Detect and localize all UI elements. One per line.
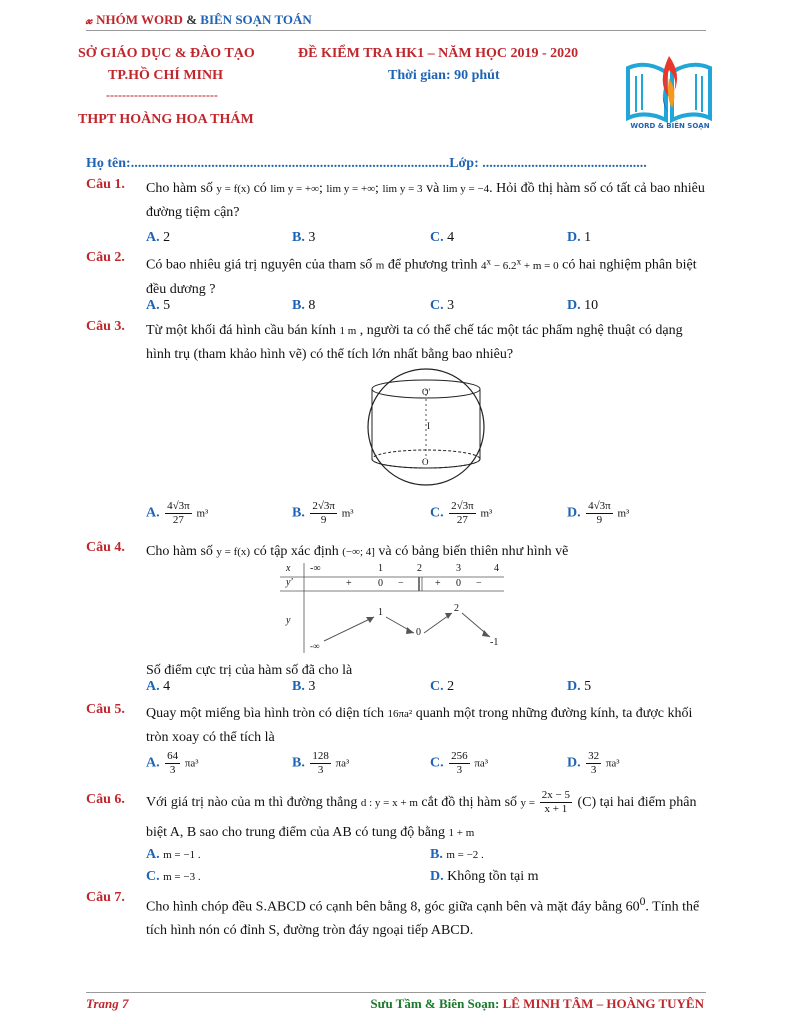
option-a[interactable] [146,847,201,863]
option-key: A. [146,755,164,771]
student-info-line: Họ tên:...........................................................................................Lớp: ............................................... [86,156,647,171]
option-key: D. [567,505,585,521]
question-after-text: Số điểm cực trị của hàm số đã cho là [146,663,353,678]
option-c[interactable] [430,679,454,695]
option-value: 3 [308,230,316,245]
y-val: 2 [454,603,459,614]
option-d[interactable] [567,750,620,777]
option-value: 4 [163,679,171,694]
option-key: D. [567,755,585,771]
credit-label: Sưu Tầm & Biên Soạn: [370,996,500,1011]
option-fraction: $\frac{2√3\pi}{27}$ [451,500,474,526]
question-label: Câu 5. [86,702,125,717]
exam-title: ĐỀ KIỂM TRA HK1 – NĂM HỌC 2019 - 2020 [298,46,579,61]
option-key: B. [292,755,309,771]
question-label: Câu 4. [86,540,125,555]
option-key: C. [430,298,448,313]
x-val: 3 [456,563,461,574]
sign: 0 [456,578,461,589]
option-key: C. [146,869,164,884]
question-label: Câu 7. [86,890,125,905]
y-val: 0 [416,627,421,638]
variation-table [280,563,510,653]
question-4-tail [86,659,706,699]
question-text: Từ một khối đá hình cầu bán kính 1 m , người ta có thể chế tác một tác phẩm nghệ thuật có dạng hình trụ (tham khảo hình vẽ) có thể tích lớn nhất bằng bao nhiêu? [146,323,683,362]
option-unit: πa³ [182,757,199,770]
option-value: m = −1 . [163,849,201,861]
brand-icon: 𝔁 [86,12,93,27]
option-key: C. [430,230,448,245]
credit-names: LÊ MINH TÂM – HOÀNG TUYÊN [502,996,704,1011]
x-val: 2 [417,563,422,574]
option-key: B. [430,847,447,862]
option-unit: m³ [338,507,354,520]
option-key: D. [567,230,585,245]
x-val: 1 [378,563,383,574]
y-val: 1 [378,607,383,618]
option-key: D. [567,679,585,694]
question-label: Câu 6. [86,792,125,807]
dept-dash: ---------------------------- [106,88,218,102]
brand-part2: BIÊN SOẠN TOÁN [200,12,312,27]
option-b[interactable] [292,298,315,314]
option-d[interactable] [567,679,591,695]
option-key: C. [430,679,448,694]
option-fraction: $\frac{256}{3}$ [451,750,468,776]
option-unit: πa³ [603,757,620,770]
option-value: 10 [584,298,599,313]
option-key: D. [567,298,585,313]
option-c[interactable] [430,750,488,777]
footer-credit [370,996,704,1012]
y-val: -∞ [310,641,320,651]
option-a[interactable] [146,298,170,314]
option-value: 3 [447,298,455,313]
sign: + [435,578,441,589]
options-row [146,230,706,250]
option-unit: m³ [477,507,493,520]
sign: − [398,578,404,589]
option-b[interactable] [292,679,315,695]
options-row [146,750,706,784]
option-value: 2 [163,230,171,245]
option-fraction: $\frac{64}{3}$ [167,750,179,776]
option-unit: πa³ [471,757,489,770]
table-yp-label: y' [286,577,293,588]
option-key: A. [146,847,164,862]
question-6 [86,788,706,888]
logo-text: WORD & BIÊN SOẠN [630,122,710,130]
option-b[interactable] [292,500,354,527]
option-key: A. [146,505,164,521]
question-text: Quay một miếng bìa hình tròn có diện tích 16πa² quanh một trong những đường kính, ta được khối tròn xoay có thể tích là [146,706,693,745]
question-label: Câu 1. [86,177,125,192]
label-o-prime: O' [422,387,431,397]
logo [622,48,716,138]
question-text: Cho hàm số y = f(x) có lim y = +∞; lim y = +∞; lim y = 3 và lim y = −4. Hỏi đồ thị hàm số có tất cả bao nhiêu đường tiệm cận? [146,181,705,220]
options-row [146,500,706,536]
page-number: Trang 7 [86,996,129,1011]
top-divider [86,30,706,31]
brand-amp: & [186,12,198,27]
label-o: O [422,457,429,467]
question-5 [86,702,706,782]
options-row [146,298,706,318]
option-b[interactable] [292,230,315,246]
option-d[interactable] [567,230,591,246]
option-unit: πa³ [332,757,350,770]
label-i: I [427,421,430,431]
dept-line1: SỞ GIÁO DỤC & ĐÀO TẠO [78,46,255,61]
option-fraction: $\frac{32}{3}$ [588,750,600,776]
option-value: 3 [308,679,316,694]
table-x-label: x [286,563,291,574]
option-key: B. [292,505,309,521]
option-fraction: $\frac{4√3\pi}{27}$ [167,500,190,526]
option-d[interactable] [567,298,598,314]
sign: 0 [378,578,383,589]
option-a[interactable] [146,679,170,695]
option-value: 1 [584,230,592,245]
option-d[interactable] [567,500,629,527]
options-row [146,679,706,699]
question-text: Cho hình chóp đều S.ABCD có cạnh bên bằng 8, góc giữa cạnh bên và mặt đáy bằng $60^0$. Tính thể tích hình nón có đỉnh S, đường tròn đáy ngoại tiếp ABCD. [146,895,700,938]
option-value: m = −2 . [446,849,484,861]
option-value: 5 [163,298,171,313]
option-c[interactable] [430,298,454,314]
question-text: Với giá trị nào của m thì đường thẳng d : y = x + m cắt đồ thị hàm số y = $\frac{2x - 5}{x + 1}$ (C) tại hai điểm phân biệt A, B sao cho trung điểm của AB có tung độ bằng 1 + m [146,789,697,840]
option-b[interactable] [430,847,484,863]
exam-time: Thời gian: 90 phút [388,68,500,83]
footer-divider [86,992,706,993]
table-y-label: y [286,615,291,626]
option-c[interactable] [430,230,454,246]
question-1 [86,177,706,247]
option-a[interactable] [146,500,208,527]
option-key: C. [430,505,448,521]
option-c[interactable] [430,500,492,527]
option-value: m = −3 . [163,871,201,883]
option-key: A. [146,679,164,694]
option-unit: m³ [193,507,209,520]
brand-part1: NHÓM WORD [96,12,183,27]
option-value: 8 [308,298,316,313]
option-a[interactable] [146,230,170,246]
option-b[interactable] [292,750,349,777]
option-value: 4 [447,230,455,245]
question-text: Có bao nhiêu giá trị nguyên của tham số m để phương trình $4^x - 6.2^x + m = 0$ có hai nghiệm phân biệt đều dương ? [146,256,697,297]
sign: − [476,578,482,589]
question-3-options [86,500,706,536]
option-fraction: $\frac{2√3\pi}{9}$ [312,500,335,526]
option-key: B. [292,230,309,245]
option-value: Không tồn tại m [447,869,539,884]
x-val: -∞ [310,563,321,574]
question-2 [86,250,706,320]
option-a[interactable] [146,750,199,777]
question-label: Câu 3. [86,319,125,334]
option-c[interactable] [146,869,201,885]
option-fraction: $\frac{128}{3}$ [312,750,329,776]
x-val: 4 [494,563,499,574]
question-7 [86,890,706,950]
option-value: 2 [447,679,455,694]
group-brand [86,12,312,28]
option-key: A. [146,298,164,313]
option-d[interactable] [430,869,539,885]
dept-line2: TP.HỒ CHÍ MINH [108,68,223,83]
sign: + [346,578,352,589]
question-text: Cho hàm số y = f(x) có tập xác định (−∞; 4] và có bảng biến thiên như hình vẽ [146,544,569,559]
y-val: -1 [490,637,499,648]
option-fraction: $\frac{4√3\pi}{9}$ [588,500,611,526]
option-key: C. [430,755,448,771]
option-key: B. [292,679,309,694]
option-unit: m³ [614,507,630,520]
option-value: 5 [584,679,592,694]
school-name: THPT HOÀNG HOA THÁM [78,112,254,127]
option-key: D. [430,869,448,884]
options-grid [146,847,706,891]
option-key: B. [292,298,309,313]
option-key: A. [146,230,164,245]
sphere-cylinder-figure [360,367,492,487]
question-label: Câu 2. [86,250,125,265]
